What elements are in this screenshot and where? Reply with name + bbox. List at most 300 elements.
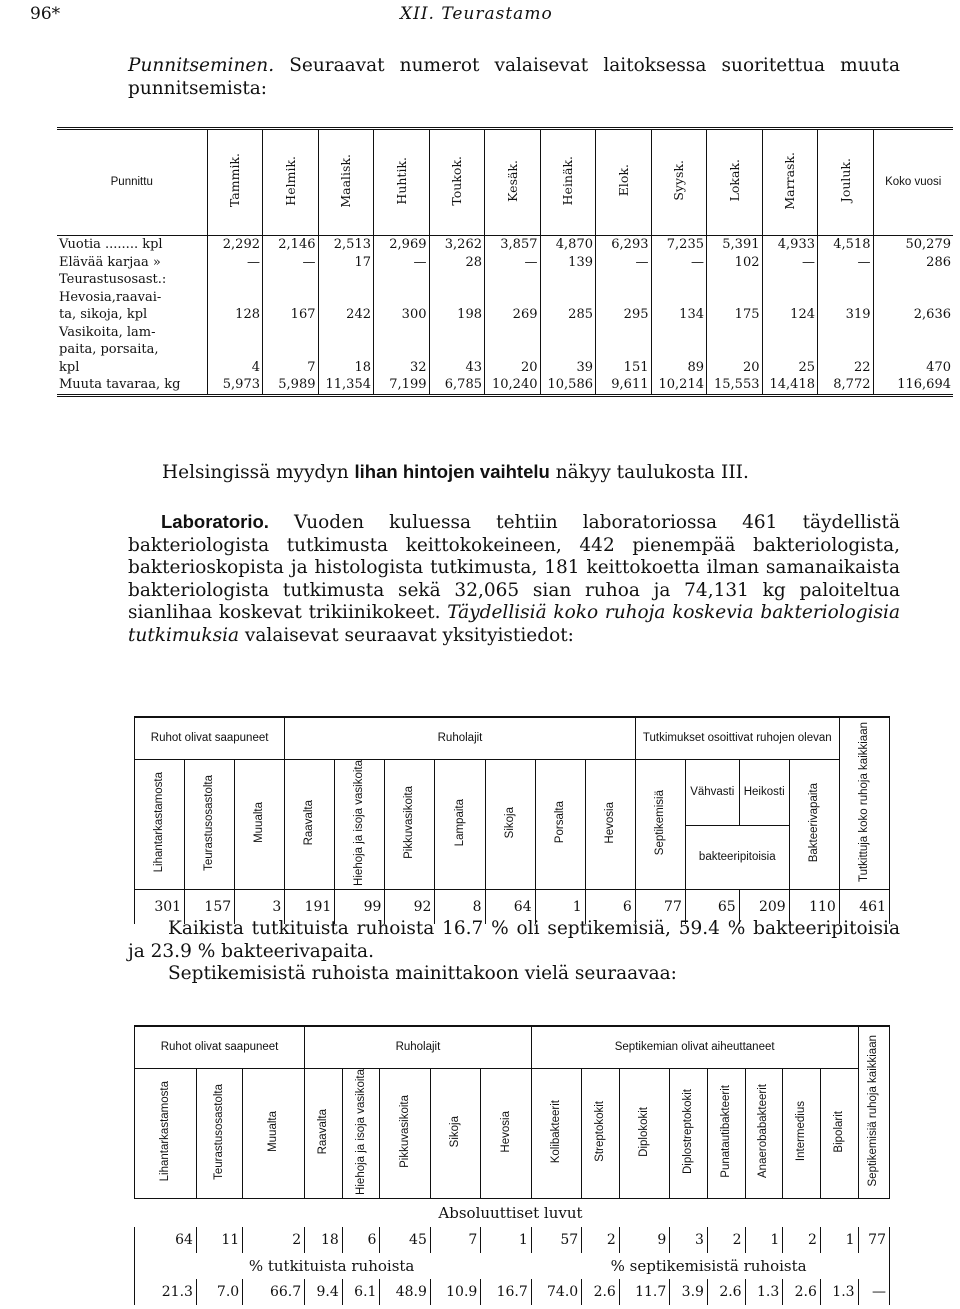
abs-value: 57 (531, 1227, 581, 1253)
arrived-column (135, 759, 185, 890)
month-header (429, 129, 485, 236)
cell-value: 102 (707, 254, 763, 272)
cell-value: 10,240 (485, 376, 541, 395)
cell-value: 32 (374, 359, 430, 377)
cell-value (485, 341, 541, 359)
prices-text: Helsingissä myydyn (162, 462, 349, 483)
row-label: Teurastusosast.: (59, 272, 167, 287)
percent-caption-right: % septikemisistä ruhoista (531, 1253, 889, 1279)
pct-value: 1.3 (745, 1279, 783, 1305)
pct-value: 2.6 (582, 1279, 620, 1305)
cell-value (707, 289, 763, 307)
month-header (762, 129, 818, 236)
abs-value: 6 (342, 1227, 380, 1253)
cell-value: 191 (285, 890, 335, 925)
month-header (263, 129, 319, 236)
type-label: Hiehoja ja isoja vasikoita (354, 1068, 367, 1195)
abs-value: 18 (305, 1227, 343, 1253)
cell-value: 2,146 (263, 236, 319, 254)
month-label: Marrask. (782, 151, 798, 210)
cell-value: 116,694 (873, 376, 953, 395)
abs-value: 64 (135, 1227, 197, 1253)
cell-value: — (485, 254, 541, 272)
month-header (207, 129, 263, 236)
type-column (335, 759, 385, 890)
abs-value: 7 (430, 1227, 480, 1253)
type-column (435, 759, 485, 890)
arrived-column (235, 759, 285, 890)
cell-value: 285 (540, 306, 596, 324)
pct-value: 1.3 (820, 1279, 858, 1305)
month-header (651, 129, 707, 236)
month-label: Elok. (615, 164, 631, 197)
group-causes: Septikemian olivat aiheuttaneet (531, 1026, 858, 1068)
abs-value: 9 (619, 1227, 669, 1253)
cell-value (818, 341, 874, 359)
cell-value: 17 (318, 254, 374, 272)
cell-value: 4,518 (818, 236, 874, 254)
cell-value: 3,857 (485, 236, 541, 254)
cause-label: Punatautibakteerit (719, 1085, 732, 1178)
cause-label: Kolibakteerit (549, 1099, 562, 1164)
month-label: Jouluk. (837, 158, 853, 203)
month-header (318, 129, 374, 236)
cell-value: 5,391 (707, 236, 763, 254)
prices-text-end: näkyy taulukosta III. (555, 462, 749, 483)
cause-label: Diplostreptokokit (682, 1088, 695, 1174)
type-label: Hiehoja ja isoja vasikoita (353, 759, 366, 886)
cell-value: 18 (318, 359, 374, 377)
abs-value: 2 (707, 1227, 745, 1253)
cell-value: 1 (535, 890, 585, 925)
pct-value: 7.0 (196, 1279, 242, 1305)
cell-value (318, 271, 374, 289)
type-column (430, 1068, 480, 1199)
type-column (305, 1068, 343, 1199)
cell-value (707, 341, 763, 359)
cell-value (596, 289, 652, 307)
type-label: Porsalta (553, 801, 566, 844)
cell-value: 295 (596, 306, 652, 324)
cell-value: 3 (235, 890, 285, 925)
cell-value (207, 289, 263, 307)
type-column (385, 759, 435, 890)
cell-value: 4 (207, 359, 263, 377)
cell-value: 175 (707, 306, 763, 324)
table-row (57, 236, 953, 254)
cell-value: 470 (873, 359, 953, 377)
cell-value (651, 271, 707, 289)
row-label: Vuotia ........ kpl (59, 237, 163, 252)
cell-value: 319 (818, 306, 874, 324)
cell-value: 124 (762, 306, 818, 324)
result-free (789, 759, 839, 890)
weighing-table (57, 127, 953, 399)
pct-value: 6.1 (342, 1279, 380, 1305)
cell-value: 8,772 (818, 376, 874, 395)
abs-value: 1 (745, 1227, 783, 1253)
cell-value: — (762, 254, 818, 272)
cause-column (670, 1068, 708, 1199)
total-header: Septikemisiä ruhoja kaikkiaan (858, 1026, 889, 1199)
laboratory-italic: Täydellisiä koko ruhoja koskevia bakteriologisia tutkimuksia (128, 602, 900, 646)
prices-bold: lihan hintojen vaihtelu (354, 461, 550, 482)
month-header (596, 129, 652, 236)
pct-value: 10.9 (430, 1279, 480, 1305)
cell-value (263, 271, 319, 289)
type-column (485, 759, 535, 890)
cell-value: 22 (818, 359, 874, 377)
cause-column (531, 1068, 581, 1199)
cell-value (762, 289, 818, 307)
page-header (0, 2, 960, 28)
cell-value: 10,586 (540, 376, 596, 395)
table-row (57, 324, 953, 342)
abs-value: 3 (670, 1227, 708, 1253)
cell-value (596, 271, 652, 289)
cell-value: 4,933 (762, 236, 818, 254)
cell-value: 7,199 (374, 376, 430, 395)
cause-column (820, 1068, 858, 1199)
cell-value: 128 (207, 306, 263, 324)
type-column (380, 1068, 430, 1199)
table-row (57, 306, 953, 324)
cell-value: 301 (135, 890, 185, 925)
arrived-label: Lihantarkastamosta (153, 772, 166, 873)
cell-value: 110 (789, 890, 839, 925)
abs-value: 2 (582, 1227, 620, 1253)
type-label: Pikkuvasikoita (398, 1095, 411, 1168)
group-results: Tutkimukset osoittivat ruhojen olevan (635, 717, 839, 759)
cell-value: 151 (596, 359, 652, 377)
cell-value (762, 324, 818, 342)
cell-value (540, 324, 596, 342)
cell-value: 14,418 (762, 376, 818, 395)
septicemia-table (134, 1025, 890, 1305)
cell-value (485, 289, 541, 307)
cell-value: 77 (635, 890, 685, 925)
row-label: kpl (59, 359, 80, 375)
row-label: Elävää karjaa » (59, 254, 161, 270)
cell-value (207, 271, 263, 289)
cell-value: 139 (540, 254, 596, 272)
cell-value: 20 (707, 359, 763, 377)
cell-value: 28 (429, 254, 485, 272)
cell-value: 2,969 (374, 236, 430, 254)
result-septic-label: Septikemisiä (653, 789, 666, 856)
group-types: Ruholajit (285, 717, 636, 759)
cell-value (374, 341, 430, 359)
cell-value: 4,870 (540, 236, 596, 254)
cell-value (873, 271, 953, 289)
arrived-label: Lihantarkastamosta (158, 1081, 171, 1182)
type-label: Lampaita (453, 798, 466, 847)
cell-value (374, 289, 430, 307)
cell-value (818, 324, 874, 342)
full-carcass-table (134, 716, 890, 924)
cell-value: 300 (374, 306, 430, 324)
pct-value: 11.7 (619, 1279, 669, 1305)
pct-value: 48.9 (380, 1279, 430, 1305)
row-label: ta, sikoja, kpl (59, 307, 148, 322)
pct-value: 2.6 (783, 1279, 821, 1305)
cause-column (783, 1068, 821, 1199)
cell-value (485, 271, 541, 289)
cause-column (707, 1068, 745, 1199)
type-label: Raavalta (303, 799, 316, 846)
cause-label: Streptokokit (594, 1101, 607, 1162)
abs-value: 11 (196, 1227, 242, 1253)
cell-value (873, 289, 953, 307)
table-row (57, 289, 953, 307)
result-septic (635, 759, 685, 890)
cell-value: 2,513 (318, 236, 374, 254)
table-row (57, 376, 953, 395)
arrived-column (196, 1068, 242, 1199)
cell-value: 6,785 (429, 376, 485, 395)
month-label: Toukok. (449, 155, 465, 206)
cell-value (818, 289, 874, 307)
pct-value: 21.3 (135, 1279, 197, 1305)
pct-value: 74.0 (531, 1279, 581, 1305)
cell-value: — (263, 254, 319, 272)
cell-value (540, 289, 596, 307)
laboratory-text: Vuoden kuluessa tehtiin laboratoriossa 461 täydellistä bakteriologista tutkimusta keittokokeineen, 442 pienempää bakteriologista, bakterioskopista ja histologista tutkimusta, 181 keittokoetta ilman samanaikaista bakteriologista tutkimusta sekä 32,065 sian ruhoa ja 74,131 kg paloiteltua sianlihaa koskevat trikiinikokeet. (128, 512, 900, 623)
cell-value: 209 (739, 890, 789, 925)
cell-value (596, 324, 652, 342)
cell-value (429, 341, 485, 359)
cell-value (596, 341, 652, 359)
cell-value: 39 (540, 359, 596, 377)
cell-value: 286 (873, 254, 953, 272)
cell-value (318, 341, 374, 359)
month-label: Tammik. (227, 153, 243, 208)
cell-value: — (651, 254, 707, 272)
arrived-label: Teurastusosastolta (213, 1083, 226, 1180)
type-column (481, 1068, 531, 1199)
group-arrived: Ruhot olivat saapuneet (135, 1026, 305, 1068)
cell-value: 7 (263, 359, 319, 377)
cell-value: — (374, 254, 430, 272)
table-row (57, 359, 953, 377)
running-title: XII. Teurastamo (400, 4, 553, 24)
cell-value: 64 (485, 890, 535, 925)
cell-value: 10,214 (651, 376, 707, 395)
pct-value: 2.6 (707, 1279, 745, 1305)
row-label: paita, porsaita, (59, 342, 159, 357)
stats-line1: Kaikista tutkituista ruhoista 16.7 % oli septikemisiä, 59.4 % bakteeripitoisia ja 23.9 % bakteerivapaita. (128, 918, 900, 962)
cell-value: 269 (485, 306, 541, 324)
type-label: Hevosia (499, 1110, 512, 1153)
cell-value: 6,293 (596, 236, 652, 254)
percent-caption-left: % tutkituista ruhoista (135, 1253, 532, 1279)
cell-value: — (818, 254, 874, 272)
total-header: Koko vuosi (873, 129, 953, 236)
arrived-label: Muualta (267, 1111, 280, 1152)
cell-value (485, 324, 541, 342)
month-header (818, 129, 874, 236)
cell-value: 157 (185, 890, 235, 925)
cell-value: 9,611 (596, 376, 652, 395)
weighing-paragraph (128, 55, 900, 100)
cell-value (318, 324, 374, 342)
month-label: Heinäk. (560, 155, 576, 206)
arrived-column (185, 759, 235, 890)
cell-value: 7,235 (651, 236, 707, 254)
abs-value: 77 (858, 1227, 889, 1253)
column-header-punnittu: Punnittu (57, 129, 207, 236)
cell-value (429, 289, 485, 307)
month-header (485, 129, 541, 236)
table-row (57, 271, 953, 289)
cell-value: 15,553 (707, 376, 763, 395)
pct-value: 3.9 (670, 1279, 708, 1305)
row-label: Muuta tavaraa, kg (59, 377, 181, 392)
cell-value: 11,354 (318, 376, 374, 395)
cell-value: 2,292 (207, 236, 263, 254)
cause-label: Intermedius (795, 1101, 808, 1162)
cell-value (429, 271, 485, 289)
cell-value (540, 341, 596, 359)
cell-value: 6 (585, 890, 635, 925)
cause-label: Anaerobabakteerit (757, 1084, 770, 1179)
cell-value (318, 289, 374, 307)
cell-value (651, 289, 707, 307)
cell-value (263, 289, 319, 307)
cell-value: 5,973 (207, 376, 263, 395)
type-label: Hevosia (603, 801, 616, 844)
cell-value: 5,989 (263, 376, 319, 395)
cause-column (745, 1068, 783, 1199)
abs-value: 45 (380, 1227, 430, 1253)
cell-value: 134 (651, 306, 707, 324)
cell-value (207, 341, 263, 359)
type-label: Pikkuvasikoita (403, 786, 416, 859)
cell-value: 242 (318, 306, 374, 324)
type-column (285, 759, 335, 890)
laboratory-text-end: valaisevat seuraavat yksityistiedot: (244, 624, 574, 646)
page-number: 96* (30, 4, 61, 24)
cell-value (263, 324, 319, 342)
cell-value: 92 (385, 890, 435, 925)
laboratory-paragraph (128, 511, 900, 647)
cell-value (762, 271, 818, 289)
abs-value: 2 (783, 1227, 821, 1253)
stats-line2: Septikemisistä ruhoista mainittakoon vielä seuraavaa: (168, 963, 677, 984)
type-column (585, 759, 635, 890)
cell-value (707, 271, 763, 289)
cell-value (207, 324, 263, 342)
result-free-label: Bakteerivapaita (807, 782, 820, 863)
result-bact: bakteeripitoisia (685, 826, 789, 890)
cell-value: 50,279 (873, 236, 953, 254)
cell-value: 8 (435, 890, 485, 925)
total-header: Tutkittuja koko ruhoja kaikkiaan (839, 717, 889, 890)
type-column (535, 759, 585, 890)
pct-value: 16.7 (481, 1279, 531, 1305)
cell-value: — (596, 254, 652, 272)
prices-paragraph (162, 461, 902, 485)
laboratory-heading: Laboratorio. (161, 511, 269, 532)
cell-value: 461 (839, 890, 889, 925)
month-header (540, 129, 596, 236)
cell-value (651, 324, 707, 342)
month-label: Lokak. (726, 159, 742, 202)
arrived-label: Teurastusosastolta (203, 774, 216, 871)
cause-column (582, 1068, 620, 1199)
pct-value: — (858, 1279, 889, 1305)
type-column (342, 1068, 380, 1199)
group-types: Ruholajit (305, 1026, 532, 1068)
type-label: Sikoja (449, 1115, 462, 1148)
cause-label: Diplokokit (638, 1106, 651, 1157)
month-label: Syysk. (671, 160, 687, 201)
cell-value: 198 (429, 306, 485, 324)
cause-label: Bipolarit (832, 1110, 845, 1153)
cell-value (873, 341, 953, 359)
result-mild: Vähvasti (685, 759, 739, 826)
cell-value: 65 (685, 890, 739, 925)
type-label: Raavalta (316, 1108, 329, 1155)
pct-value: 9.4 (305, 1279, 343, 1305)
cell-value: 167 (263, 306, 319, 324)
stats-paragraph (128, 918, 900, 986)
row-label: Hevosia,raavai- (59, 289, 162, 305)
absolute-caption: Absoluuttiset luvut (438, 1204, 583, 1223)
cell-value: 99 (335, 890, 385, 925)
result-strong: Heikosti (739, 759, 789, 826)
cause-column (619, 1068, 669, 1199)
table-row (57, 254, 953, 272)
cell-value: 20 (485, 359, 541, 377)
table-row (57, 341, 953, 359)
abs-value: 1 (820, 1227, 858, 1253)
cell-value (374, 324, 430, 342)
cell-value: 2,636 (873, 306, 953, 324)
month-header (707, 129, 763, 236)
cell-value: — (207, 254, 263, 272)
abs-value: 1 (481, 1227, 531, 1253)
weighing-heading: Punnitseminen. (128, 55, 275, 76)
arrived-column (135, 1068, 197, 1199)
cell-value (429, 324, 485, 342)
cell-value (873, 324, 953, 342)
group-arrived: Ruhot olivat saapuneet (135, 717, 285, 759)
cell-value (374, 271, 430, 289)
cell-value (707, 324, 763, 342)
cell-value: 89 (651, 359, 707, 377)
type-label: Sikoja (503, 806, 516, 839)
cell-value (651, 341, 707, 359)
cell-value (540, 271, 596, 289)
weighing-text: Seuraavat numerot valaisevat laitoksessa suoritettua muuta punnitsemista: (128, 55, 900, 99)
cell-value (818, 271, 874, 289)
arrived-column (243, 1068, 305, 1199)
cell-value: 25 (762, 359, 818, 377)
cell-value (762, 341, 818, 359)
abs-value: 2 (243, 1227, 305, 1253)
month-header (374, 129, 430, 236)
month-label: Maalisk. (338, 153, 354, 208)
month-label: Helmik. (282, 155, 298, 206)
month-label: Huhtik. (393, 156, 409, 205)
arrived-label: Muualta (253, 802, 266, 843)
pct-value: 66.7 (243, 1279, 305, 1305)
row-label: Vasikoita, lam- (59, 324, 156, 340)
cell-value: 3,262 (429, 236, 485, 254)
cell-value: 43 (429, 359, 485, 377)
month-label: Kesäk. (504, 159, 520, 202)
